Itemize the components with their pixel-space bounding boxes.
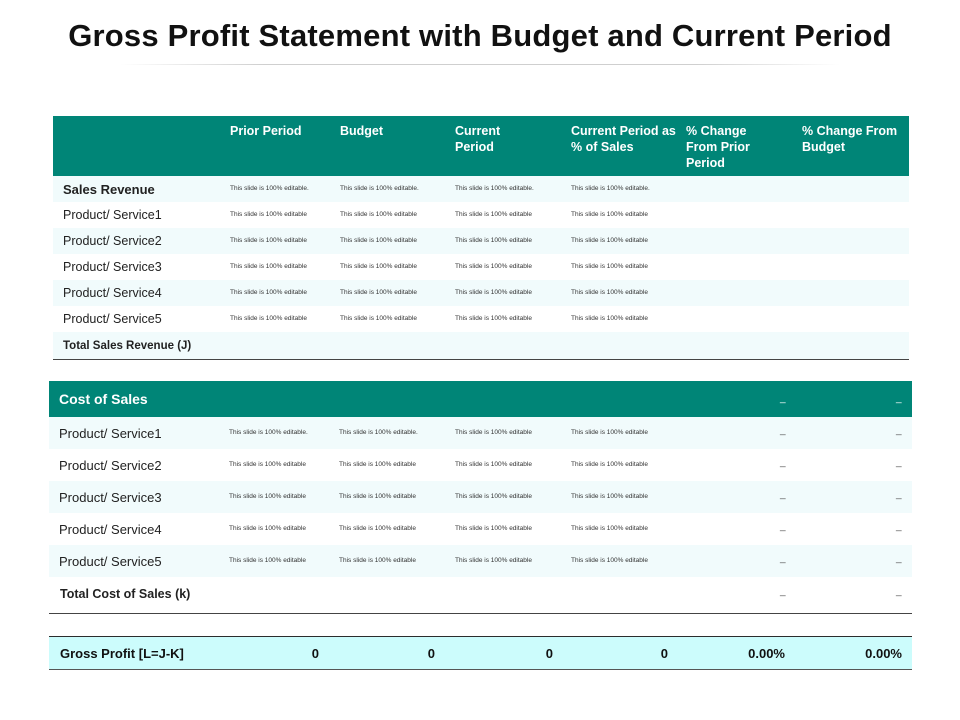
gross-profit-budget: 0 bbox=[427, 646, 435, 661]
header-current-period: Current Period bbox=[455, 124, 501, 154]
row-label: Product/ Service4 bbox=[63, 286, 162, 300]
total-cost-of-sales-label: Total Cost of Sales (k) bbox=[60, 587, 191, 601]
table-cell: This slide is 100% editable bbox=[339, 557, 416, 564]
table-row bbox=[53, 228, 909, 254]
row-label: Product/ Service1 bbox=[59, 426, 162, 441]
row-label: Product/ Service2 bbox=[63, 234, 162, 248]
header-prior-period: Prior Period bbox=[230, 124, 302, 138]
table-cell: This slide is 100% editable. bbox=[455, 185, 534, 192]
table-cell: This slide is 100% editable bbox=[455, 557, 532, 564]
sales-revenue-section-row bbox=[53, 176, 909, 202]
table-cell: This slide is 100% editable bbox=[340, 211, 417, 218]
table-cell: This slide is 100% editable bbox=[230, 211, 307, 218]
header-budget: Budget bbox=[340, 124, 384, 138]
table-cell: This slide is 100% editable bbox=[455, 429, 532, 436]
table-cell: This slide is 100% editable bbox=[340, 237, 417, 244]
table-cell: This slide is 100% editable bbox=[455, 525, 532, 532]
table-cell: This slide is 100% editable bbox=[340, 263, 417, 270]
gross-profit-prior-period: 0 bbox=[311, 646, 319, 661]
table-cell: This slide is 100% editable bbox=[230, 289, 307, 296]
dash-placeholder: _ bbox=[896, 425, 902, 436]
sales-revenue-label: Sales Revenue bbox=[63, 182, 155, 197]
table-cell: This slide is 100% editable bbox=[230, 237, 307, 244]
title-divider bbox=[120, 64, 840, 65]
table-row bbox=[49, 545, 912, 577]
table-row bbox=[49, 417, 912, 449]
gross-profit-pct-sales: 0 bbox=[660, 646, 668, 661]
table-cell: This slide is 100% editable bbox=[340, 289, 417, 296]
table-row bbox=[53, 280, 909, 306]
row-label: Product/ Service2 bbox=[59, 458, 162, 473]
dash-placeholder: _ bbox=[896, 489, 902, 500]
sales-revenue-table bbox=[53, 116, 909, 360]
table-cell: This slide is 100% editable bbox=[455, 211, 532, 218]
table-cell: This slide is 100% editable bbox=[455, 237, 532, 244]
row-label: Product/ Service5 bbox=[63, 312, 162, 326]
total-cost-of-sales-row bbox=[49, 577, 912, 614]
row-label: Product/ Service3 bbox=[59, 490, 162, 505]
page-title: Gross Profit Statement with Budget and Current Period bbox=[68, 18, 892, 53]
table-cell: This slide is 100% editable. bbox=[339, 429, 418, 436]
table-cell: This slide is 100% editable bbox=[229, 525, 306, 532]
table-cell: This slide is 100% editable. bbox=[230, 185, 309, 192]
table-cell: This slide is 100% editable bbox=[571, 315, 648, 322]
dash-placeholder: _ bbox=[780, 489, 786, 500]
table-cell: This slide is 100% editable bbox=[229, 461, 306, 468]
table-cell: This slide is 100% editable bbox=[455, 315, 532, 322]
table-cell: This slide is 100% editable bbox=[230, 315, 307, 322]
dash-placeholder: _ bbox=[780, 586, 786, 597]
table-cell: This slide is 100% editable bbox=[339, 461, 416, 468]
table-row bbox=[53, 306, 909, 332]
table-cell: This slide is 100% editable bbox=[455, 493, 532, 500]
table-cell: This slide is 100% editable bbox=[571, 429, 648, 436]
dash-placeholder: _ bbox=[780, 425, 786, 436]
table-cell: This slide is 100% editable bbox=[455, 263, 532, 270]
table-cell: This slide is 100% editable bbox=[340, 315, 417, 322]
dash-placeholder: _ bbox=[896, 457, 902, 468]
table-cell: This slide is 100% editable bbox=[229, 557, 306, 564]
table-cell: This slide is 100% editable bbox=[455, 289, 532, 296]
table-cell: This slide is 100% editable bbox=[455, 461, 532, 468]
dash-placeholder: _ bbox=[896, 586, 902, 597]
table-row bbox=[49, 449, 912, 481]
row-label: Product/ Service5 bbox=[59, 554, 162, 569]
table-cell: This slide is 100% editable. bbox=[340, 185, 419, 192]
row-label: Product/ Service4 bbox=[59, 522, 162, 537]
cost-of-sales-label: Cost of Sales bbox=[59, 391, 148, 407]
gross-profit-row bbox=[49, 636, 912, 670]
gross-profit-change-budget: 0.00% bbox=[865, 646, 902, 661]
table-row bbox=[53, 202, 909, 228]
gross-profit-current-period: 0 bbox=[545, 646, 553, 661]
table-cell: This slide is 100% editable bbox=[571, 525, 648, 532]
header-change-budget: % Change From Budget bbox=[802, 124, 898, 154]
dash-placeholder: _ bbox=[896, 393, 902, 404]
row-label: Product/ Service3 bbox=[63, 260, 162, 274]
header-current-period-pct-sales: Current Period as % of Sales bbox=[571, 124, 676, 154]
total-sales-revenue-row bbox=[53, 332, 909, 360]
table-cell: This slide is 100% editable. bbox=[571, 185, 650, 192]
table-row bbox=[53, 254, 909, 280]
table-cell: This slide is 100% editable bbox=[571, 237, 648, 244]
dash-placeholder: _ bbox=[896, 521, 902, 532]
table-cell: This slide is 100% editable bbox=[339, 525, 416, 532]
header-change-prior-period: % Change From Prior Period bbox=[686, 124, 750, 170]
table-cell: This slide is 100% editable bbox=[571, 211, 648, 218]
table-cell: This slide is 100% editable. bbox=[229, 429, 308, 436]
dash-placeholder: _ bbox=[780, 553, 786, 564]
total-sales-revenue-label: Total Sales Revenue (J) bbox=[63, 340, 192, 352]
gross-profit-label: Gross Profit [L=J-K] bbox=[60, 646, 184, 661]
gross-profit-change-prior: 0.00% bbox=[748, 646, 785, 661]
table-cell: This slide is 100% editable bbox=[571, 493, 648, 500]
dash-placeholder: _ bbox=[780, 393, 786, 404]
cost-of-sales-header bbox=[49, 381, 912, 417]
table-cell: This slide is 100% editable bbox=[571, 557, 648, 564]
table-cell: This slide is 100% editable bbox=[571, 263, 648, 270]
table-cell: This slide is 100% editable bbox=[571, 461, 648, 468]
table-row bbox=[49, 513, 912, 545]
table-cell: This slide is 100% editable bbox=[230, 263, 307, 270]
sales-table-header bbox=[53, 116, 909, 176]
table-cell: This slide is 100% editable bbox=[229, 493, 306, 500]
row-label: Product/ Service1 bbox=[63, 208, 162, 222]
table-cell: This slide is 100% editable bbox=[571, 289, 648, 296]
table-cell: This slide is 100% editable bbox=[339, 493, 416, 500]
table-row bbox=[49, 481, 912, 513]
dash-placeholder: _ bbox=[780, 457, 786, 468]
dash-placeholder: _ bbox=[896, 553, 902, 564]
cost-of-sales-table bbox=[49, 381, 912, 614]
dash-placeholder: _ bbox=[780, 521, 786, 532]
